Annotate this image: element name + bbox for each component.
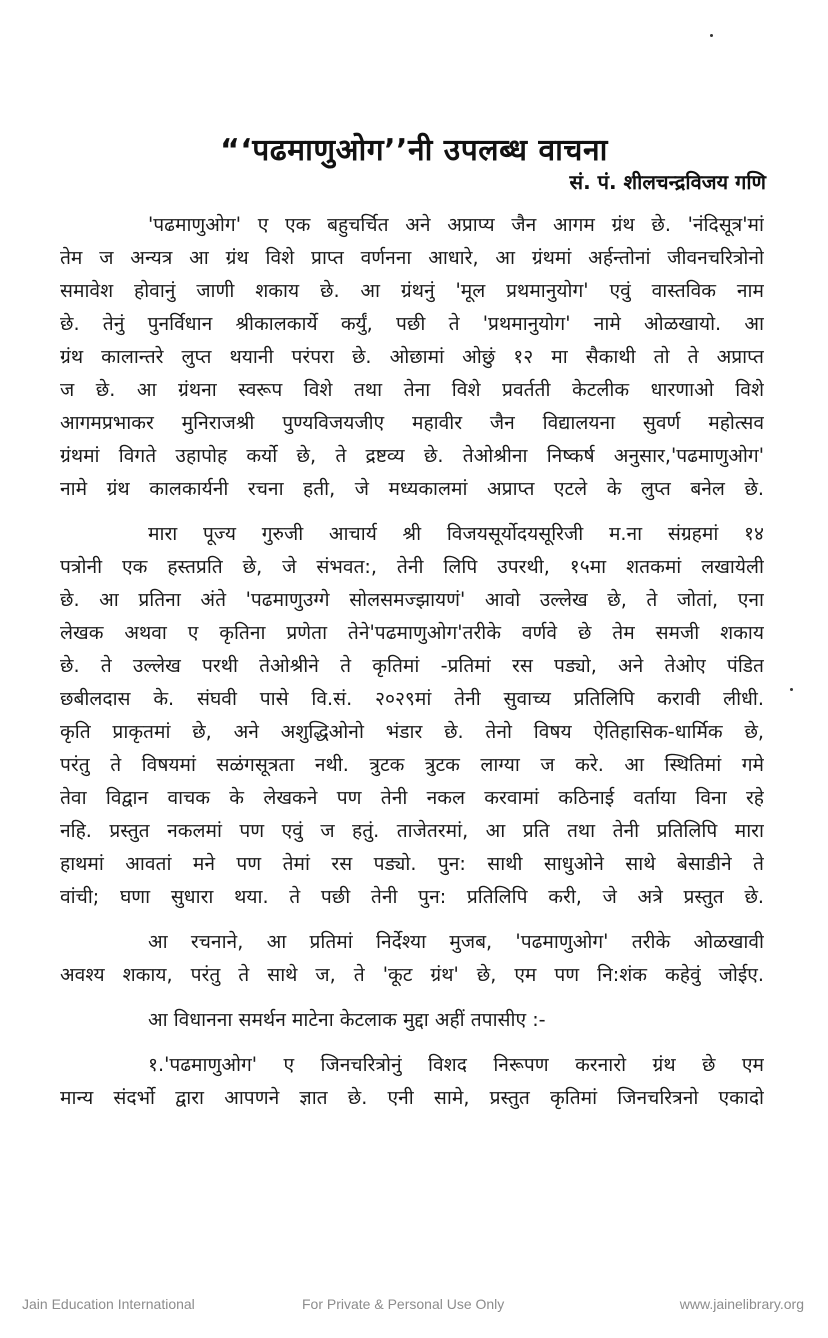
text-line: ज छे. आ ग्रंथना स्वरूप विशे तथा तेना विशे प्रवर्तती केटलीक धारणाओ विशे	[60, 378, 764, 401]
footer-publisher: Jain Education International	[22, 1296, 195, 1312]
text-line: मारा पूज्य गुरुजी आचार्य श्री विजयसूर्योदयसूरिजी म.ना संग्रहमां १४	[148, 522, 764, 545]
text-line: तेम ज अन्यत्र आ ग्रंथ विशे प्राप्त वर्णनना आधारे, आ ग्रंथमां अर्हन्तोनां जीवनचरित्रोनो	[60, 246, 764, 269]
text-line: ग्रंथमां विगते उहापोह कर्यो छे, ते द्रष्टव्य छे. तेओश्रीना निष्कर्ष अनुसार,'पढमाणुओग'	[60, 444, 764, 467]
text-line: ग्रंथ कालान्तरे लुप्त थयानी परंपरा छे. ओछामां ओछुं १२ मा सैकाथी तो ते अप्राप्त	[60, 345, 764, 368]
text-line: तेवा विद्वान वाचक के लेखकने पण तेनी नकल करवामां कठिनाई वर्ताया विना रहे	[60, 786, 764, 809]
scan-speck	[790, 688, 793, 691]
text-line: वांची; घणा सुधारा थया. ते पछी तेनी पुन: प्रतिलिपि करी, जे अत्रे प्रस्तुत छे.	[60, 885, 764, 908]
text-line: लेखक अथवा ए कृतिना प्रणेता तेने'पढमाणुओग'तरीके वर्णवे छे तेम समजी शकाय	[60, 621, 764, 644]
paragraph-1	[60, 208, 764, 505]
text-line: छे. ते उल्लेख परथी तेओश्रीने ते कृतिमां -प्रतिमां रस पड्यो, अने तेओए पंडित	[60, 654, 764, 677]
paragraph-5	[60, 1048, 764, 1114]
text-line: अवश्य शकाय, परंतु ते साथे ज, ते 'कूट ग्रंथ' छे, एम पण नि:शंक कहेवुं जोईए.	[60, 963, 764, 986]
text-line: 'पढमाणुओग' ए एक बहुचर्चित अने अप्राप्य जैन आगम ग्रंथ छे. 'नंदिसूत्र'मां	[148, 213, 764, 236]
article-body	[60, 208, 764, 1126]
author-byline: सं. पं. शीलचन्द्रविजय गणि	[569, 170, 766, 194]
text-line: समावेश होवानुं जाणी शकाय छे. आ ग्रंथनुं 'मूल प्रथमानुयोग' एवुं वास्तविक नाम	[60, 279, 764, 302]
text-line: परंतु ते विषयमां सळंगसूत्रता नथी. त्रुटक त्रुटक लाग्या ज करे. आ स्थितिमां गमे	[60, 753, 764, 776]
text-line: पत्रोनी एक हस्तप्रति छे, जे संभवत:, तेनी लिपि उपरथी, १५मा शतकमां लखायेली	[60, 555, 764, 578]
paragraph-3	[60, 925, 764, 991]
footer-website-link[interactable]: www.jainelibrary.org	[679, 1296, 804, 1312]
text-line: आगमप्रभाकर मुनिराजश्री पुण्यविजयजीए महावीर जैन विद्यालयना सुवर्ण महोत्सव	[60, 411, 764, 434]
text-line: कृति प्राकृतमां छे, अने अशुद्धिओनो भंडार छे. तेनो विषय ऐतिहासिक-धार्मिक छे,	[60, 720, 764, 743]
text-line: आ रचनाने, आ प्रतिमां निर्देश्या मुजब, 'पढमाणुओग' तरीके ओळखावी	[148, 930, 764, 953]
footer-usage-notice: For Private & Personal Use Only	[302, 1296, 505, 1312]
text-line: छे. तेनुं पुनर्विधान श्रीकालकार्ये कर्युं, पछी ते 'प्रथमानुयोग' नामे ओळखायो. आ	[60, 312, 764, 335]
paragraph-4	[60, 1003, 764, 1036]
text-line: हाथमां आवतां मने पण तेमां रस पड्यो. पुन: साथी साधुओने साथे बेसाडीने ते	[60, 852, 764, 875]
text-line: आ विधानना समर्थन माटेना केटलाक मुद्दा अहीं तपासीए :-	[148, 1008, 546, 1031]
paragraph-2	[60, 517, 764, 913]
page-footer	[0, 1296, 828, 1320]
text-line: छबीलदास के. संघवी पासे वि.सं. २०२९मां तेनी सुवाच्य प्रतिलिपि करावी लीधी.	[60, 687, 764, 710]
scan-speck	[710, 34, 713, 37]
text-line: छे. आ प्रतिना अंते 'पढमाणुउग्गे सोलसमज्झायणं' आवो उल्लेख छे, ते जोतां, एना	[60, 588, 764, 611]
page-title: “‘पढमाणुओग’’नी उपलब्ध वाचना	[220, 133, 608, 169]
text-line: नहि. प्रस्तुत नकलमां पण एवुं ज हतुं. ताजेतरमां, आ प्रति तथा तेनी प्रतिलिपि मारा	[60, 819, 764, 842]
text-line: नामे ग्रंथ कालकार्यनी रचना हती, जे मध्यकालमां अप्राप्त एटले के लुप्त बनेल छे.	[60, 477, 764, 500]
text-line: १.'पढमाणुओग' ए जिनचरित्रोनुं विशद निरूपण करनारो ग्रंथ छे एम	[148, 1053, 764, 1076]
text-line: मान्य संदर्भो द्वारा आपणने ज्ञात छे. एनी सामे, प्रस्तुत कृतिमां जिनचरित्रनो एकादो	[60, 1086, 764, 1109]
